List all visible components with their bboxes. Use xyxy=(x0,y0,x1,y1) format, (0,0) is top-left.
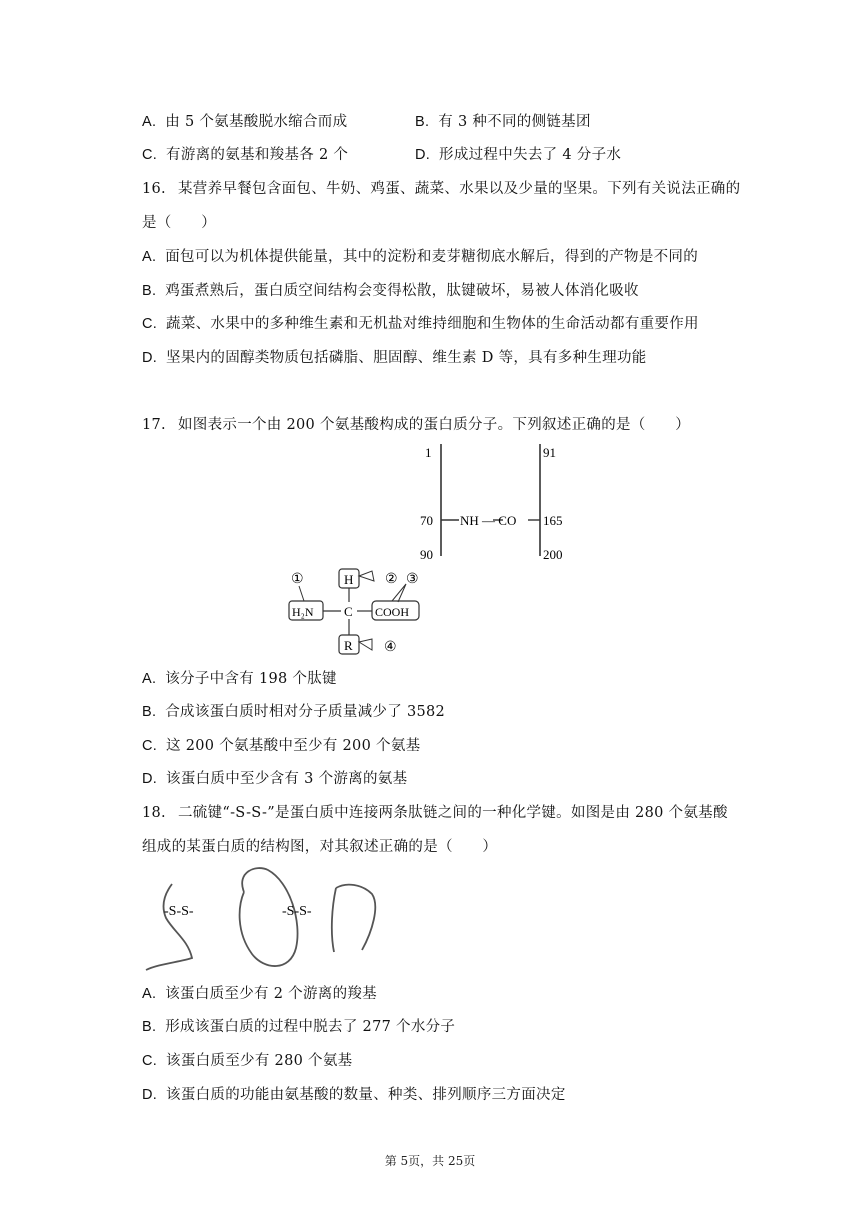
q18-option-c xyxy=(142,1051,352,1071)
callout-2: ② xyxy=(385,572,398,587)
q17-option-d xyxy=(142,769,407,789)
option-text: 这 200 个氨基酸中至少有 200 个氨基 xyxy=(166,738,421,754)
question-number: 17. xyxy=(142,417,166,433)
q16-option-b xyxy=(142,281,639,301)
option-letter: B. xyxy=(142,283,157,299)
chain2-bottom-label: 200 xyxy=(543,547,563,562)
amino-acid-figure xyxy=(282,562,432,658)
q18-stem-line2: 组成的某蛋白质的结构图，对其叙述正确的是（ ） xyxy=(142,839,498,855)
protein-chains-figure xyxy=(415,440,585,565)
q15-option-d xyxy=(415,145,621,165)
callout-1: ① xyxy=(291,572,304,587)
alpha-carbon-label: C xyxy=(344,604,353,619)
option-letter: A. xyxy=(142,986,157,1002)
option-letter: B. xyxy=(142,704,157,720)
option-letter: A. xyxy=(142,114,157,130)
question-number: 18. xyxy=(142,805,166,821)
option-text: 有 3 种不同的侧链基团 xyxy=(438,114,591,130)
option-letter: C. xyxy=(142,316,158,332)
option-letter: A. xyxy=(142,671,157,687)
q18-stem xyxy=(142,803,728,823)
chain1-bottom-label: 90 xyxy=(420,547,433,562)
callout-3: ③ xyxy=(406,572,419,587)
option-letter: C. xyxy=(142,738,158,754)
option-letter: C. xyxy=(142,1053,158,1069)
option-text: 该蛋白质中至少含有 3 个游离的氨基 xyxy=(166,771,408,787)
chain2-mid-label: 165 xyxy=(543,513,563,528)
option-text: 蔬菜、水果中的多种维生素和无机盐对维持细胞和生物体的生命活动都有重要作用 xyxy=(166,316,699,332)
r-group-label: R xyxy=(344,638,353,653)
option-letter: C. xyxy=(142,147,158,163)
option-text: 该蛋白质的功能由氨基酸的数量、种类、排列顺序三方面决定 xyxy=(166,1087,566,1103)
option-text: 形成过程中失去了 4 分子水 xyxy=(439,147,622,163)
question-number: 16. xyxy=(142,181,166,197)
option-text: 坚果内的固醇类物质包括磷脂、胆固醇、维生素 D 等，具有多种生理功能 xyxy=(166,350,647,366)
q17-stem-text: 如图表示一个由 200 个氨基酸构成的蛋白质分子。下列叙述正确的是（ ） xyxy=(178,417,690,433)
q15-option-c xyxy=(142,145,348,165)
q16-option-a xyxy=(142,247,698,267)
option-letter: D. xyxy=(142,771,158,787)
disulfide-bond-1: -S-S- xyxy=(164,904,194,919)
q16-stem-line1: 某营养早餐包含面包、牛奶、鸡蛋、蔬菜、水果以及少量的坚果。下列有关说法正确的 xyxy=(178,181,741,197)
q16-stem xyxy=(142,179,740,199)
option-letter: A. xyxy=(142,249,157,265)
amine-label: H₂N xyxy=(292,605,314,619)
q18-option-a xyxy=(142,984,377,1004)
q18-stem-line1: 二硫键“-S-S-”是蛋白质中连接两条肽链之间的一种化学键。如图是由 280 个氨基酸 xyxy=(178,805,728,821)
option-text: 该分子中含有 198 个肽键 xyxy=(165,671,337,687)
q17-option-c xyxy=(142,736,420,756)
hydrogen-label: H xyxy=(344,572,354,587)
option-text: 合成该蛋白质时相对分子质量减少了 3582 xyxy=(165,704,446,720)
peptide-bond-label: NH — CO xyxy=(460,513,517,528)
callout-4: ④ xyxy=(384,640,397,655)
chain1-mid-label: 70 xyxy=(420,513,433,528)
q15-option-a xyxy=(142,112,347,132)
q17-stem xyxy=(142,415,690,435)
page-footer: 第 5页，共 25页 xyxy=(384,1154,476,1168)
option-letter: D. xyxy=(415,147,431,163)
option-text: 鸡蛋煮熟后，蛋白质空间结构会变得松散，肽键破坏，易被人体消化吸收 xyxy=(165,283,639,299)
option-text: 由 5 个氨基酸脱水缩合而成 xyxy=(165,114,348,130)
chain2-top-label: 91 xyxy=(543,445,556,460)
option-letter: B. xyxy=(415,114,430,130)
q16-stem-line2: 是（ ） xyxy=(142,215,216,231)
disulfide-bond-2: -S-S- xyxy=(282,904,312,919)
option-letter: B. xyxy=(142,1019,157,1035)
option-text: 形成该蛋白质的过程中脱去了 277 个水分子 xyxy=(165,1019,456,1035)
disulfide-protein-figure xyxy=(140,862,390,974)
q18-option-d xyxy=(142,1085,566,1105)
q17-option-a xyxy=(142,669,337,689)
option-text: 该蛋白质至少有 2 个游离的羧基 xyxy=(165,986,377,1002)
chain1-top-label: 1 xyxy=(425,445,432,460)
option-letter: D. xyxy=(142,1087,158,1103)
option-letter: D. xyxy=(142,350,158,366)
q18-option-b xyxy=(142,1017,455,1037)
q16-option-d xyxy=(142,348,647,368)
option-text: 有游离的氨基和羧基各 2 个 xyxy=(166,147,349,163)
option-text: 该蛋白质至少有 280 个氨基 xyxy=(166,1053,353,1069)
q16-option-c xyxy=(142,314,699,334)
option-text: 面包可以为机体提供能量，其中的淀粉和麦芽糖彻底水解后，得到的产物是不同的 xyxy=(165,249,699,265)
q15-option-b xyxy=(415,112,591,132)
q17-option-b xyxy=(142,702,445,722)
carboxyl-label: COOH xyxy=(375,605,410,619)
